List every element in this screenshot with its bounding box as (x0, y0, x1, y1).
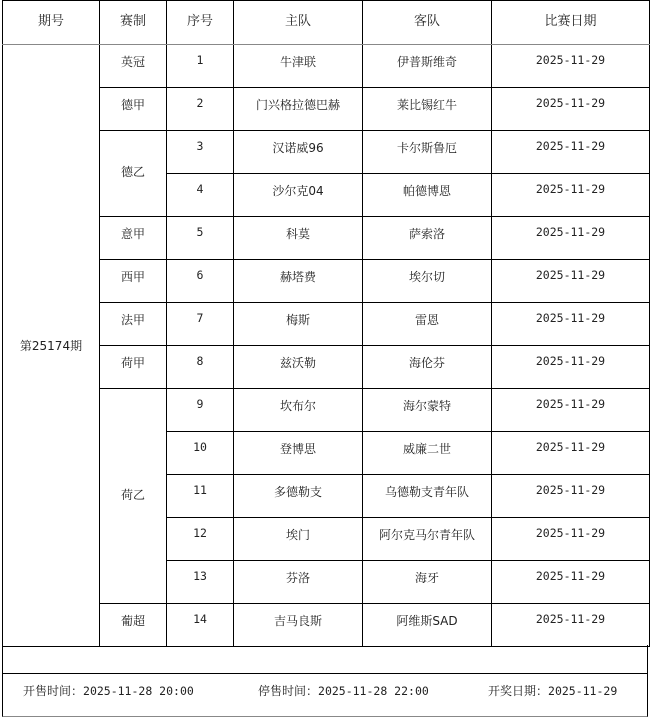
home-team-cell: 埃门 (234, 518, 363, 561)
sale-start-info (23, 682, 194, 699)
home-team-cell: 科莫 (234, 217, 363, 260)
table-row (3, 45, 650, 88)
match-date-cell: 2025-11-29 (492, 561, 650, 604)
away-team-cell: 海牙 (363, 561, 492, 604)
match-schedule-table (2, 0, 650, 647)
seq-cell: 14 (167, 604, 234, 647)
league-label: 德乙 (120, 165, 145, 179)
seq-cell: 7 (167, 303, 234, 346)
away-team-cell: 莱比锡红牛 (363, 88, 492, 131)
match-date-cell: 2025-11-29 (492, 303, 650, 346)
league-cell: 意甲 (100, 217, 167, 260)
away-team-cell: 阿维斯SAD (363, 604, 492, 647)
home-team-cell: 门兴格拉德巴赫 (234, 88, 363, 131)
home-team-cell: 多德勒支 (234, 475, 363, 518)
league-cell: 西甲 (100, 260, 167, 303)
seq-cell: 13 (167, 561, 234, 604)
away-team-cell: 雷恩 (363, 303, 492, 346)
header-row (3, 1, 650, 45)
match-date-cell: 2025-11-29 (492, 389, 650, 432)
league-cell: 荷甲 (100, 346, 167, 389)
seq-cell: 12 (167, 518, 234, 561)
home-team-cell: 梅斯 (234, 303, 363, 346)
seq-cell: 3 (167, 131, 234, 174)
away-team-cell: 卡尔斯鲁厄 (363, 131, 492, 174)
match-date-cell: 2025-11-29 (492, 604, 650, 647)
table-row (3, 604, 650, 647)
league-cell: 德甲 (100, 88, 167, 131)
away-team-cell: 萨索洛 (363, 217, 492, 260)
home-team-cell: 坎布尔 (234, 389, 363, 432)
match-date-cell: 2025-11-29 (492, 475, 650, 518)
seq-cell: 8 (167, 346, 234, 389)
league-cell: 法甲 (100, 303, 167, 346)
match-date-cell: 2025-11-29 (492, 45, 650, 88)
seq-cell: 6 (167, 260, 234, 303)
header-home: 主队 (234, 1, 363, 45)
draw-date-value: 2025-11-29 (548, 684, 618, 698)
home-team-cell: 沙尔克04 (234, 174, 363, 217)
home-team-cell: 牛津联 (234, 45, 363, 88)
league-cell (100, 131, 167, 217)
away-team-cell: 伊普斯维奇 (363, 45, 492, 88)
match-date-cell: 2025-11-29 (492, 432, 650, 475)
draw-date-info (488, 682, 617, 699)
match-date-cell: 2025-11-29 (492, 131, 650, 174)
table-row (3, 217, 650, 260)
seq-cell: 5 (167, 217, 234, 260)
league-cell: 英冠 (100, 45, 167, 88)
header-away: 客队 (363, 1, 492, 45)
table-row (3, 260, 650, 303)
sale-stop-value: 2025-11-28 22:00 (318, 684, 429, 698)
table-row (3, 88, 650, 131)
match-date-cell: 2025-11-29 (492, 346, 650, 389)
sale-stop-label: 停售时间： (258, 684, 319, 698)
seq-cell: 9 (167, 389, 234, 432)
home-team-cell: 赫塔费 (234, 260, 363, 303)
seq-cell: 10 (167, 432, 234, 475)
blank-spacer-row (2, 645, 648, 674)
home-team-cell: 登博思 (234, 432, 363, 475)
league-cell (100, 389, 167, 604)
away-team-cell: 威廉二世 (363, 432, 492, 475)
header-period: 期号 (3, 1, 100, 45)
away-team-cell: 海尔蒙特 (363, 389, 492, 432)
home-team-cell: 芬洛 (234, 561, 363, 604)
header-date: 比赛日期 (492, 1, 650, 45)
home-team-cell: 汉诺威96 (234, 131, 363, 174)
seq-cell: 11 (167, 475, 234, 518)
sale-start-value: 2025-11-28 20:00 (83, 684, 194, 698)
match-date-cell: 2025-11-29 (492, 260, 650, 303)
draw-date-label: 开奖日期： (488, 684, 549, 698)
seq-cell: 1 (167, 45, 234, 88)
header-league: 赛制 (100, 1, 167, 45)
away-team-cell: 乌德勒支青年队 (363, 475, 492, 518)
sale-stop-info (258, 682, 429, 699)
league-cell: 葡超 (100, 604, 167, 647)
sale-start-label: 开售时间： (23, 684, 84, 698)
sale-info-footer (2, 674, 648, 717)
header-seq: 序号 (167, 1, 234, 45)
table-row (3, 131, 650, 174)
table-row (3, 346, 650, 389)
match-date-cell: 2025-11-29 (492, 217, 650, 260)
away-team-cell: 埃尔切 (363, 260, 492, 303)
seq-cell: 4 (167, 174, 234, 217)
table-row (3, 303, 650, 346)
away-team-cell: 海伦芬 (363, 346, 492, 389)
home-team-cell: 吉马良斯 (234, 604, 363, 647)
match-date-cell: 2025-11-29 (492, 174, 650, 217)
match-date-cell: 2025-11-29 (492, 88, 650, 131)
match-date-cell: 2025-11-29 (492, 518, 650, 561)
seq-cell: 2 (167, 88, 234, 131)
home-team-cell: 兹沃勒 (234, 346, 363, 389)
league-label: 荷乙 (120, 487, 145, 502)
table-row (3, 389, 650, 432)
period-cell: 第25174期 (3, 45, 100, 647)
away-team-cell: 帕德博恩 (363, 174, 492, 217)
away-team-cell: 阿尔克马尔青年队 (363, 518, 492, 561)
